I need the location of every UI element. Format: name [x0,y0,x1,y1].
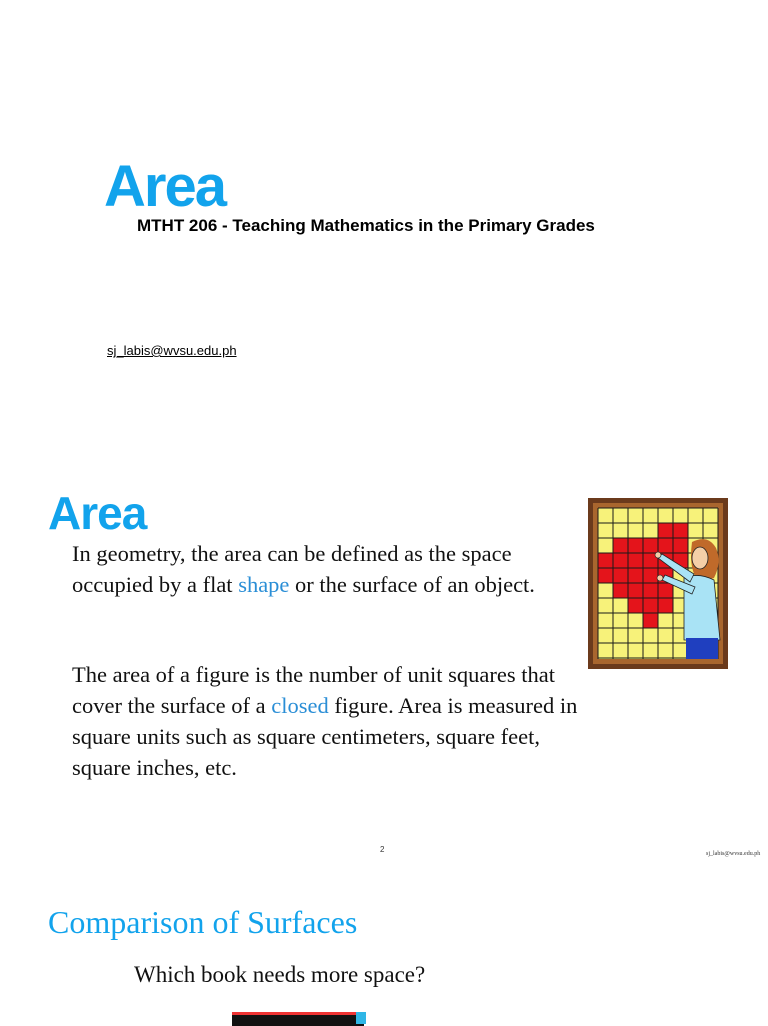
paragraph-text: figure. Area is measured in square units such as square centimeters, square feet, square inches, etc. [72,693,578,780]
footer-email: sj_labis@wvsu.edu.ph [706,851,761,857]
book-question: Which book needs more space? [134,962,426,987]
shape-link[interactable]: shape [238,572,290,597]
course-subtitle: MTHT 206 - Teaching Mathematics in the Primary Grades [137,216,595,235]
slide3-title: Comparison of Surfaces [48,904,358,940]
definition-paragraph [72,538,592,600]
paragraph-text: The area of a figure is the number of unit squares that cover the surface of a [72,662,555,718]
slide2-title: Area [48,487,147,539]
unit-squares-paragraph [72,659,592,783]
paragraph-text: or the surface of an object. [289,572,535,597]
paragraph-text: In geometry, the area can be defined as the space occupied by a flat [72,541,512,597]
closed-link[interactable]: closed [271,693,329,718]
area-grid-illustration [588,498,728,669]
author-email-link[interactable]: sj_labis@wvsu.edu.ph [107,343,237,358]
slide1-title: Area [104,154,225,219]
page-number: 2 [380,845,385,854]
